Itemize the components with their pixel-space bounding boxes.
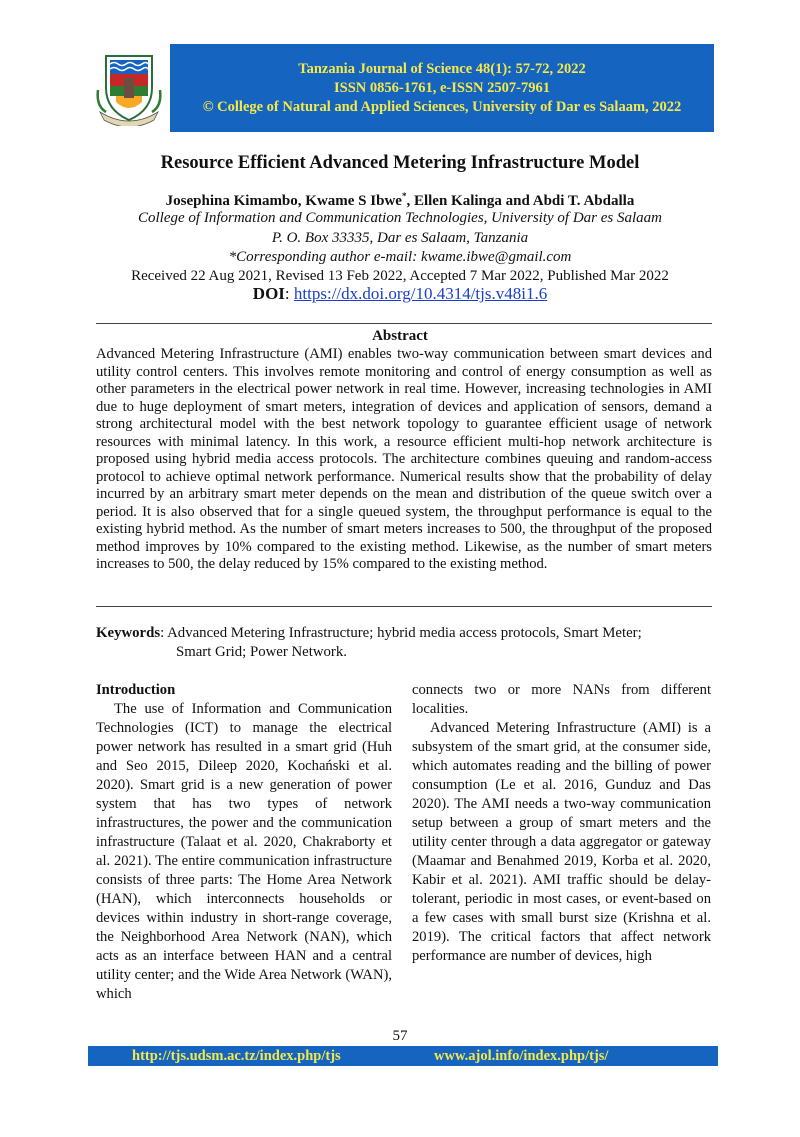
keywords-block <box>96 624 712 662</box>
article-dates: Received 22 Aug 2021, Revised 13 Feb 2022, Accepted 7 Mar 2022, Published Mar 2022 <box>131 268 669 284</box>
intro-left-column <box>96 681 392 1004</box>
footer-bar <box>88 1046 718 1066</box>
footer-journal-link[interactable]: http://tjs.udsm.ac.tz/index.php/tjs <box>132 1047 341 1064</box>
corresponding-author: *Corresponding author e-mail: kwame.ibwe@gmail.com <box>228 249 572 265</box>
intro-paragraph-1-cont: connects two or more NANs from different localities. <box>412 682 711 717</box>
keywords-line1: : Advanced Metering Infrastructure; hybrid media access protocols, Smart Meter; <box>160 625 642 641</box>
corresponding-mark: * <box>401 191 407 201</box>
paper-title: Resource Efficient Advanced Metering Infrastructure Model <box>160 153 640 173</box>
doi-line <box>0 284 800 304</box>
university-crest-icon <box>88 44 170 132</box>
journal-copyright: © College of Natural and Applied Sciences, University of Dar es Salaam, 2022 <box>202 98 682 115</box>
journal-issn: ISSN 0856-1761, e-ISSN 2507-7961 <box>334 79 550 96</box>
doi-separator: : <box>284 284 294 303</box>
address: P. O. Box 33335, Dar es Salaam, Tanzania <box>271 230 529 246</box>
intro-paragraph-1: The use of Information and Communication Technologies (ICT) to manage the electrical power network has resulted in a smart grid (Huh and Seo 2015, Dileep 2020, Kochański et al. 2020). Smart grid is a new generation of power system that has two types of network infrastructures, the power and the communication infrastructure (Talaat et al. 2020, Chakraborty et al. 2021). The entire communication infrastructure consists of three parts: The Home Area Network (HAN), which interconnects households or devices within industry in short-range coverage, the Neighborhood Area Network (NAN), which acts as an interface between HAN and a central utility center; and the Wide Area Network (WAN), which <box>96 701 392 1002</box>
intro-right-column <box>412 681 711 966</box>
abstract-text: Advanced Metering Infrastructure (AMI) enables two-way communication between smart devices and utility control centers. This involves remote monitoring and control of energy consumption as well as other parameters in the electrical power network in real time. However, increasing technologies in AMI due to huge deployment of smart meters, integration of devices and application of sensors, demand a strong architectural model with the best network topology to guarantee efficient usage of network resources with minimal latency. In this work, a resource efficient multi-hop network architecture is proposed using hybrid media access protocols. The architecture combines queuing and random-access protocol to achieve optimal network performance. Numerical results show that the probability of delay incurred by an arbitrary smart meter depends on the mean and distribution of the queue switch over a period. It is also observed that for a single queued system, the throughput performance is equal to the existing hybrid method. As the number of smart meters increases to 500, the throughput of the proposed method improves by 10% compared to the existing method. Likewise, as the number of smart meters increases to 500, the delay reduced by 15% compared to the existing method. <box>96 346 712 572</box>
authors-after: , Ellen Kalinga and Abdi T. Abdalla <box>406 193 635 209</box>
abstract-top-rule <box>96 323 712 324</box>
keywords-line2: Smart Grid; Power Network. <box>176 644 347 660</box>
authors-before: Josephina Kimambo, Kwame S Ibwe <box>165 193 402 209</box>
abstract-heading: Abstract <box>372 328 428 344</box>
author-list <box>0 191 800 210</box>
intro-heading: Introduction <box>96 682 176 698</box>
abstract-bottom-rule <box>96 606 712 607</box>
page-number: 57 <box>392 1028 408 1044</box>
doi-link[interactable]: https://dx.doi.org/10.4314/tjs.v48i1.6 <box>293 284 548 303</box>
intro-paragraph-2: Advanced Metering Infrastructure (AMI) is a subsystem of the smart grid, at the consumer side, which automates reading and the billing of power consumption (Le et al. 2016, Gunduz and Das 2020). The AMI needs a two-way communication setup between a group of smart meters and the utility center through a data aggregator or gateway (Maamar and Benahmed 2019, Korba et al. 2020, Kabir et al. 2021). AMI traffic should be delay-tolerant, periodic in most cases, or event-based on a few cases with small burst size (Krishna et al. 2019). The critical factors that affect network performance are number of devices, high <box>412 720 711 964</box>
footer-ajol-link[interactable]: www.ajol.info/index.php/tjs/ <box>434 1047 609 1064</box>
journal-header <box>88 44 714 132</box>
keywords-label: Keywords <box>96 625 161 641</box>
affiliation: College of Information and Communication Technologies, University of Dar es Salaam <box>138 210 662 226</box>
journal-citation: Tanzania Journal of Science 48(1): 57-72, 2022 <box>298 60 586 77</box>
doi-label: DOI <box>252 284 285 303</box>
journal-banner <box>170 44 714 132</box>
